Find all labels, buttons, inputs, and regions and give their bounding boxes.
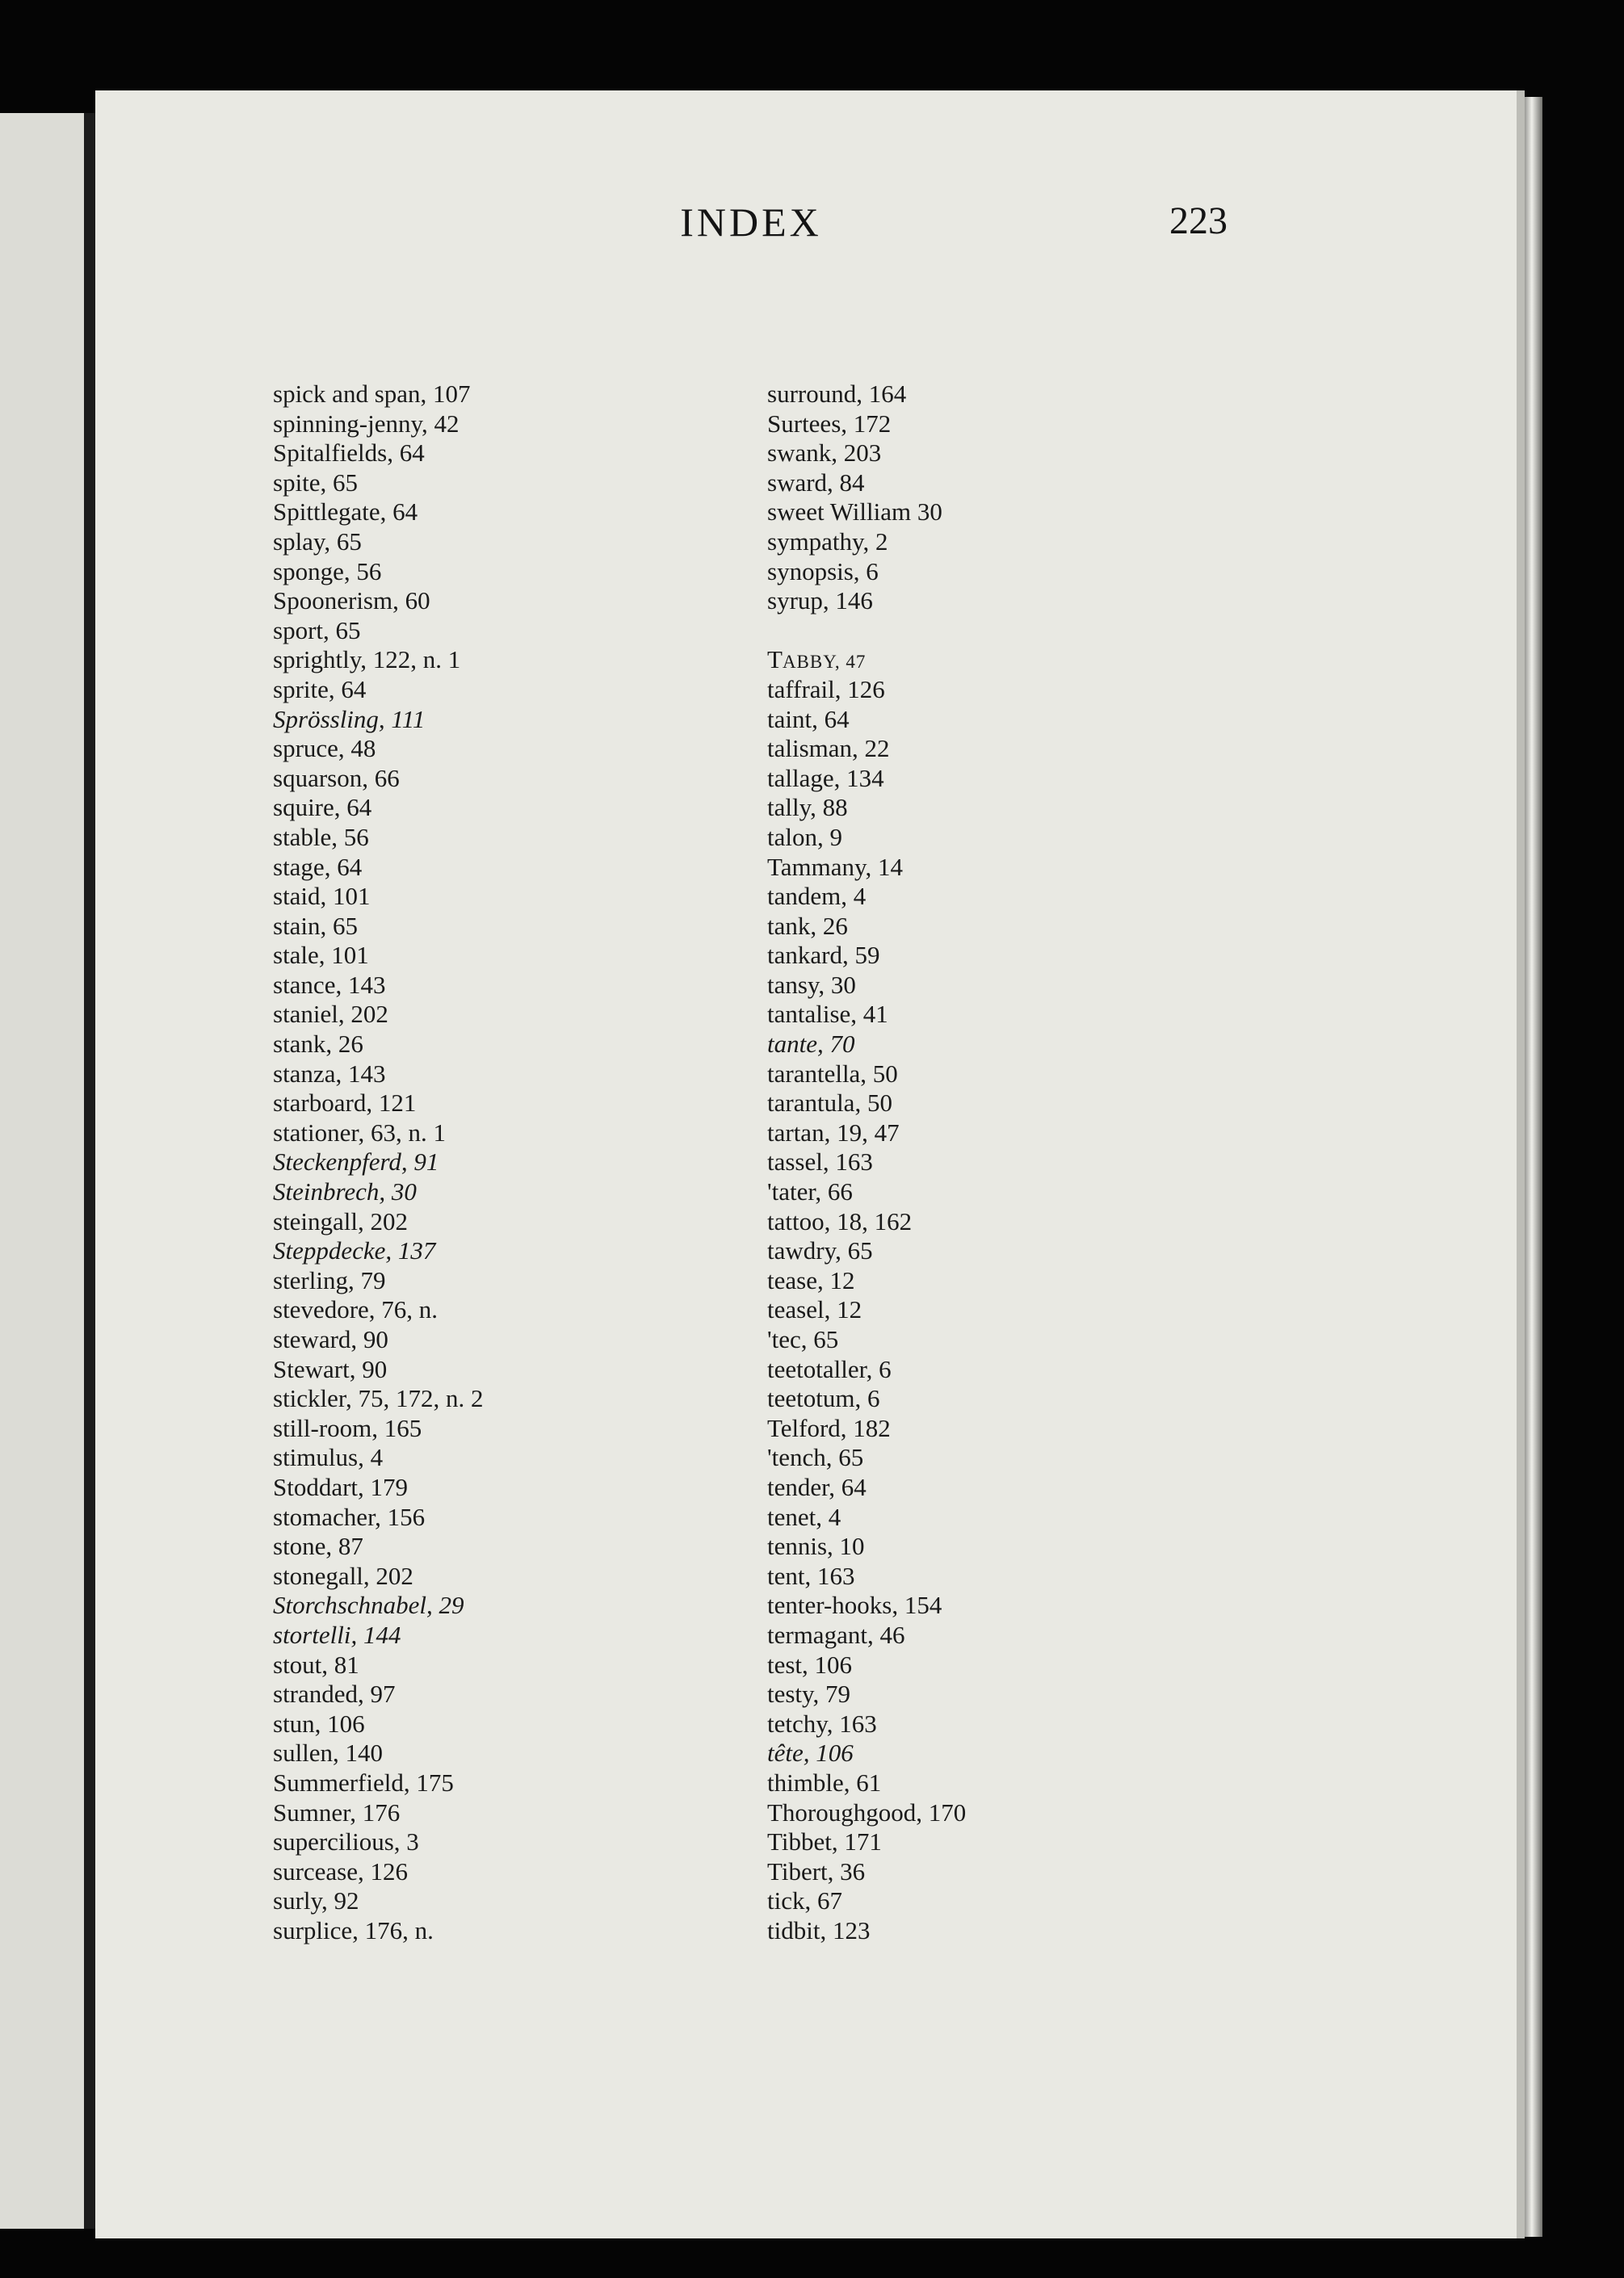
page-number: 223 bbox=[1169, 199, 1227, 242]
index-entry: tennis, 10 bbox=[767, 1532, 865, 1561]
index-entry: Steinbrech, 30 bbox=[273, 1177, 417, 1206]
index-entry: surly, 92 bbox=[273, 1886, 359, 1915]
index-entry: stranded, 97 bbox=[273, 1680, 396, 1709]
index-entry: Tibert, 36 bbox=[767, 1856, 866, 1886]
index-entry: stance, 143 bbox=[273, 970, 386, 999]
index-entry: tansy, 30 bbox=[767, 970, 856, 999]
index-entry: tease, 12 bbox=[767, 1265, 855, 1294]
index-entry: Telford, 182 bbox=[767, 1413, 891, 1442]
index-entry: tetchy, 163 bbox=[767, 1709, 877, 1738]
index-entry: surcease, 126 bbox=[273, 1856, 408, 1886]
index-entry: stonegall, 202 bbox=[273, 1561, 413, 1590]
index-entry: tenter-hooks, 154 bbox=[767, 1591, 942, 1620]
index-entry: teetotaller, 6 bbox=[767, 1354, 892, 1383]
index-entry: stale, 101 bbox=[273, 941, 369, 970]
facing-page-edge bbox=[0, 113, 95, 2229]
index-entry: Tibbet, 171 bbox=[767, 1827, 882, 1856]
index-entry: termagant, 46 bbox=[767, 1620, 905, 1649]
index-entry: squarson, 66 bbox=[273, 763, 400, 792]
index-entry: syrup, 146 bbox=[767, 586, 873, 615]
gutter-shadow bbox=[84, 113, 95, 2229]
index-entry: 'tench, 65 bbox=[767, 1443, 864, 1472]
index-entry: spick and span, 107 bbox=[273, 380, 471, 408]
index-entry: Stoddart, 179 bbox=[273, 1472, 409, 1501]
index-entry: stout, 81 bbox=[273, 1650, 359, 1679]
index-entry: sward, 84 bbox=[767, 468, 865, 497]
index-entry: sprightly, 122, n. 1 bbox=[273, 645, 461, 674]
index-entry: surplice, 176, n. bbox=[273, 1915, 434, 1944]
index-entry: staid, 101 bbox=[273, 882, 371, 911]
index-entry: stun, 106 bbox=[273, 1709, 365, 1738]
index-entry: supercilious, 3 bbox=[273, 1827, 419, 1856]
index-entry: tallage, 134 bbox=[767, 763, 884, 792]
index-entry: Summerfield, 175 bbox=[273, 1768, 454, 1797]
index-entry: tally, 88 bbox=[767, 793, 848, 822]
index-entry: Surtees, 172 bbox=[767, 409, 892, 438]
index-entry: squire, 64 bbox=[273, 793, 372, 822]
index-entry: Stewart, 90 bbox=[273, 1354, 388, 1383]
index-entry: still-room, 165 bbox=[273, 1413, 422, 1442]
index-entry: surround, 164 bbox=[767, 380, 907, 408]
index-entry: spinning-jenny, 42 bbox=[273, 409, 460, 438]
index-entry: stortelli, 144 bbox=[273, 1620, 401, 1649]
index-entry: teasel, 12 bbox=[767, 1295, 862, 1324]
index-entry: tenet, 4 bbox=[767, 1502, 841, 1531]
index-entry: tank, 26 bbox=[767, 911, 848, 940]
index-entry: stage, 64 bbox=[273, 852, 363, 881]
index-entry: stank, 26 bbox=[273, 1030, 363, 1059]
index-entry: tantalise, 41 bbox=[767, 1000, 888, 1029]
index-entry: starboard, 121 bbox=[273, 1089, 417, 1118]
index-entry: tattoo, 18, 162 bbox=[767, 1206, 913, 1235]
index-entry: sweet William 30 bbox=[767, 497, 942, 526]
index-entry: taint, 64 bbox=[767, 704, 850, 733]
index-entry: Steckenpferd, 91 bbox=[273, 1147, 439, 1177]
index-entry: sympathy, 2 bbox=[767, 526, 888, 556]
index-entry: sullen, 140 bbox=[273, 1739, 384, 1768]
index-entry: Sprössling, 111 bbox=[273, 704, 426, 733]
running-header: INDEX bbox=[680, 199, 822, 245]
index-entry: Spoonerism, 60 bbox=[273, 586, 430, 615]
index-entry: tarantella, 50 bbox=[767, 1059, 898, 1088]
index-entry: test, 106 bbox=[767, 1650, 853, 1679]
index-entry: stain, 65 bbox=[273, 911, 359, 940]
index-entry: sponge, 56 bbox=[273, 556, 382, 585]
index-entry: Thoroughgood, 170 bbox=[767, 1798, 967, 1827]
index-entry: stimulus, 4 bbox=[273, 1443, 384, 1472]
page-stack-edge bbox=[1525, 97, 1542, 2237]
section-gap bbox=[767, 616, 1268, 646]
index-entry: stationer, 63, n. 1 bbox=[273, 1118, 447, 1147]
index-entry: 'tater, 66 bbox=[767, 1177, 853, 1206]
index-entry: steward, 90 bbox=[273, 1325, 388, 1353]
index-entry: talon, 9 bbox=[767, 822, 842, 851]
index-entry: talisman, 22 bbox=[767, 734, 890, 763]
index-entry: TABBY, 47 bbox=[767, 645, 867, 674]
index-entry: tick, 67 bbox=[767, 1886, 842, 1915]
index-entry: testy, 79 bbox=[767, 1680, 851, 1709]
index-entry: teetotum, 6 bbox=[767, 1384, 880, 1413]
index-entry: tassel, 163 bbox=[767, 1147, 873, 1177]
index-column-right bbox=[767, 380, 1268, 1945]
index-entry: stable, 56 bbox=[273, 822, 369, 851]
index-entry: tandem, 4 bbox=[767, 882, 867, 911]
index-entry: tante, 70 bbox=[767, 1030, 855, 1059]
index-entry: Spittlegate, 64 bbox=[273, 497, 418, 526]
index-entry: stanza, 143 bbox=[273, 1059, 386, 1088]
index-entry: tent, 163 bbox=[767, 1561, 855, 1590]
index-entry: sport, 65 bbox=[273, 615, 361, 644]
index-entry: stickler, 75, 172, n. 2 bbox=[273, 1384, 484, 1413]
index-entry: Steppdecke, 137 bbox=[273, 1236, 436, 1265]
index-entry: tarantula, 50 bbox=[767, 1089, 892, 1118]
index-entry: swank, 203 bbox=[767, 438, 882, 468]
index-entry: synopsis, 6 bbox=[767, 556, 879, 585]
index-entry: tankard, 59 bbox=[767, 941, 880, 970]
index-entry: sprite, 64 bbox=[273, 674, 367, 703]
index-entry: Sumner, 176 bbox=[273, 1798, 401, 1827]
index-entry: tartan, 19, 47 bbox=[767, 1118, 900, 1147]
index-entry: tawdry, 65 bbox=[767, 1236, 873, 1265]
index-entry: stone, 87 bbox=[273, 1532, 363, 1561]
index-entry: splay, 65 bbox=[273, 526, 362, 556]
index-entry: taffrail, 126 bbox=[767, 674, 885, 703]
index-entry: spruce, 48 bbox=[273, 734, 376, 763]
index-entry: Storchschnabel, 29 bbox=[273, 1591, 464, 1620]
index-entry: steingall, 202 bbox=[273, 1206, 409, 1235]
index-entry: 'tec, 65 bbox=[767, 1325, 839, 1353]
index-entry: spite, 65 bbox=[273, 468, 359, 497]
index-entry: stevedore, 76, n. bbox=[273, 1295, 439, 1324]
index-entry: tender, 64 bbox=[767, 1472, 867, 1501]
index-entry: tête, 106 bbox=[767, 1739, 854, 1768]
index-entry: Tammany, 14 bbox=[767, 852, 904, 881]
index-entry: thimble, 61 bbox=[767, 1768, 882, 1797]
index-entry: staniel, 202 bbox=[273, 1000, 388, 1029]
index-entry: sterling, 79 bbox=[273, 1265, 386, 1294]
index-entry: tidbit, 123 bbox=[767, 1915, 871, 1944]
index-column-left bbox=[273, 380, 725, 1945]
index-entry: stomacher, 156 bbox=[273, 1502, 426, 1531]
index-entry: Spitalfields, 64 bbox=[273, 438, 425, 468]
